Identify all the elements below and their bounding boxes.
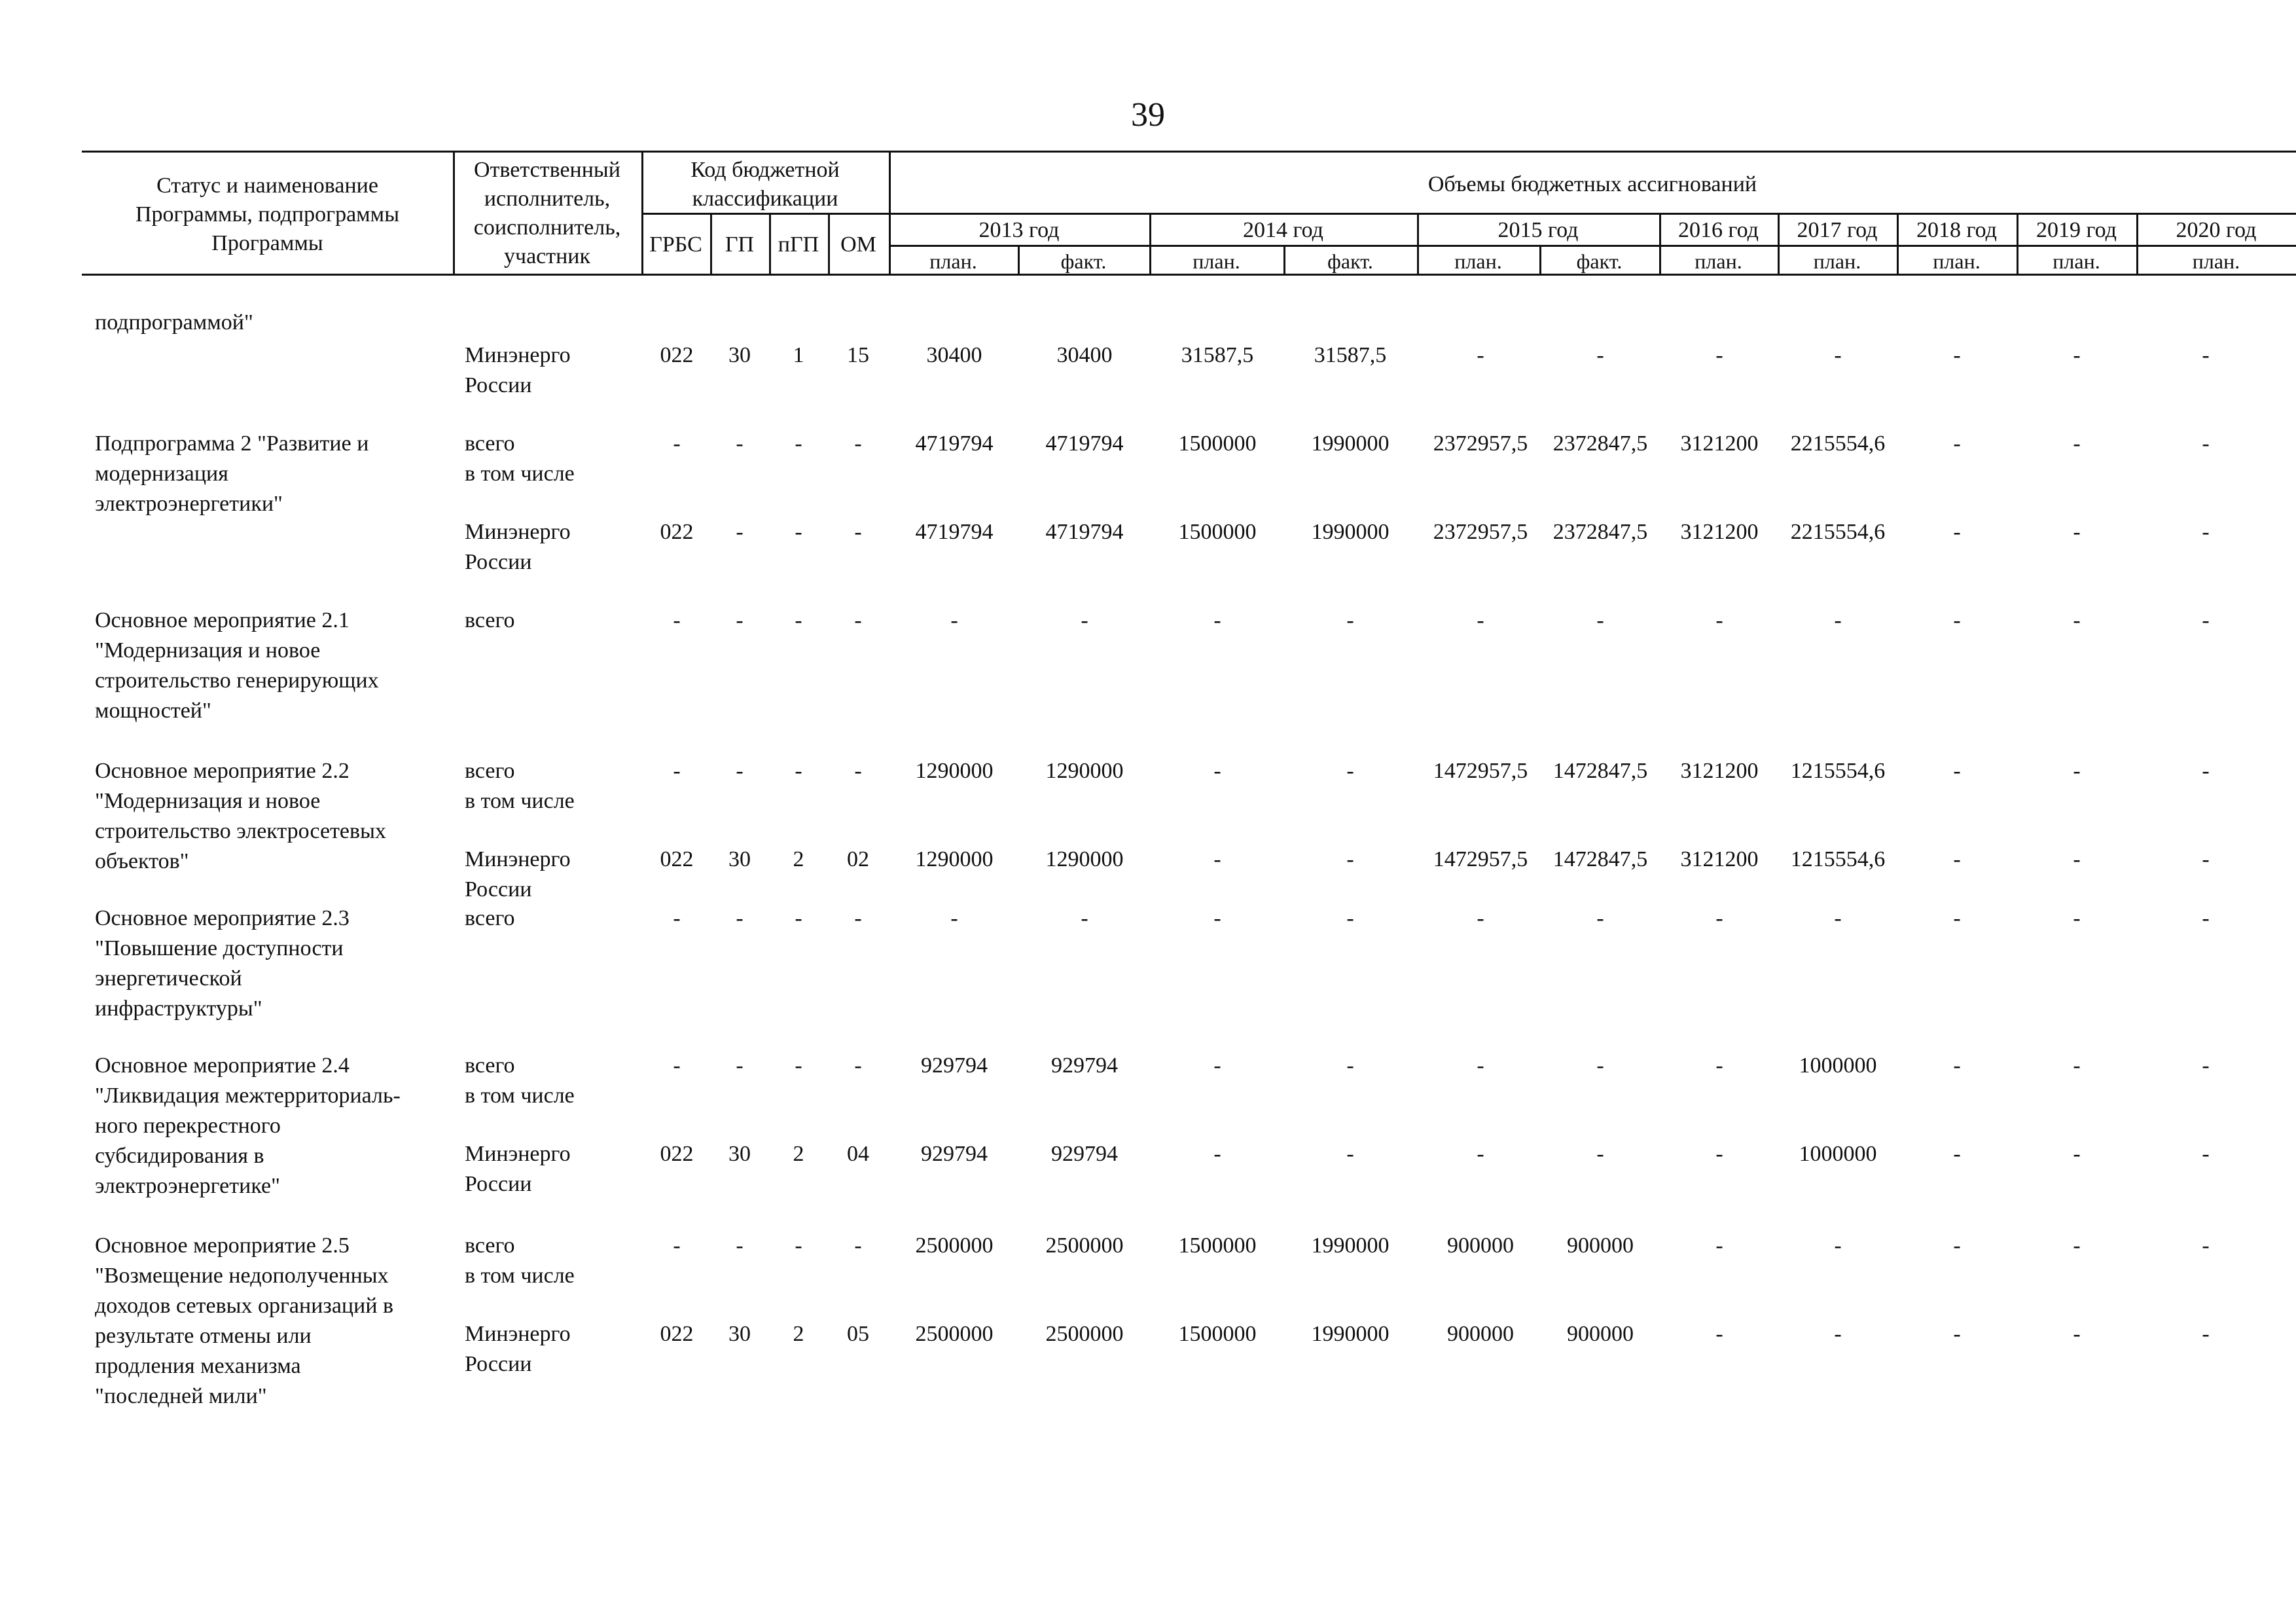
row-value-cell: - (1346, 608, 1354, 632)
header-sub-fact: факт. (1576, 249, 1623, 273)
row-value-cell: - (1953, 759, 1961, 783)
row-value-cell: 1290000 (1045, 759, 1124, 783)
row-value-cell: - (1953, 431, 1961, 456)
row-code-cell: 022 (660, 520, 694, 544)
row-value-cell: - (1834, 343, 1842, 367)
header-sub-plan: план. (1695, 249, 1742, 273)
row-value-cell: - (1213, 1053, 1221, 1078)
row-value-cell: - (1834, 608, 1842, 632)
row-value-cell: 2215554,6 (1790, 520, 1886, 544)
header-sub-plan: план. (1454, 249, 1502, 273)
row-value-cell: - (950, 906, 958, 930)
header-sub-plan: план. (1813, 249, 1861, 273)
row-value-cell: - (2202, 1142, 2210, 1166)
row-code-cell: - (795, 906, 802, 930)
row-value-cell: 30400 (1056, 343, 1113, 367)
row-code-cell: 02 (847, 847, 869, 871)
row-value-cell: - (2073, 759, 2081, 783)
row-value-cell: 1215554,6 (1790, 759, 1886, 783)
row-code-cell: - (673, 759, 681, 783)
row-value-cell: - (1477, 608, 1484, 632)
row-code-cell: 30 (728, 847, 751, 871)
row-executor: всего в том числе (465, 1233, 575, 1288)
row-value-cell: 900000 (1567, 1322, 1634, 1346)
row-executor: всего в том числе (465, 1053, 575, 1108)
row-value-cell: 2215554,6 (1790, 431, 1886, 456)
header-code-grbs: ГРБС (649, 232, 702, 257)
row-value-cell: - (2202, 520, 2210, 544)
row-code-cell: - (854, 1233, 862, 1258)
row-code-cell: 022 (660, 343, 694, 367)
row-value-cell: - (2202, 608, 2210, 632)
row-value-cell: - (1213, 1142, 1221, 1166)
row-code-cell: - (736, 1053, 744, 1078)
row-value-cell: - (1715, 1053, 1723, 1078)
row-value-cell: - (2073, 520, 2081, 544)
row-code-cell: - (795, 608, 802, 632)
row-value-cell: - (1596, 906, 1604, 930)
row-code-cell: - (854, 608, 862, 632)
row-value-cell: - (1477, 1142, 1484, 1166)
row-value-cell: 31587,5 (1314, 343, 1387, 367)
row-value-cell: - (1081, 608, 1088, 632)
row-value-cell: - (1953, 520, 1961, 544)
row-code-cell: - (854, 520, 862, 544)
row-value-cell: - (1715, 608, 1723, 632)
row-code-cell: 022 (660, 1142, 694, 1166)
row-code-cell: - (854, 431, 862, 456)
page-number: 39 (1131, 96, 1165, 134)
row-value-cell: 1215554,6 (1790, 847, 1886, 871)
row-value-cell: 3121200 (1680, 759, 1759, 783)
row-value-cell: - (1953, 906, 1961, 930)
row-value-cell: - (2202, 1053, 2210, 1078)
row-value-cell: 900000 (1447, 1322, 1514, 1346)
header-sub-fact: факт. (1327, 249, 1373, 273)
row-code-cell: - (795, 1233, 802, 1258)
row-value-cell: - (1715, 1142, 1723, 1166)
row-value-cell: - (1477, 1053, 1484, 1078)
row-name: Подпрограмма 2 "Развитие и модернизация электроэнергетики" (95, 431, 369, 516)
row-code-cell: - (795, 520, 802, 544)
row-code-cell: - (795, 1053, 802, 1078)
row-value-cell: - (1715, 343, 1723, 367)
row-code-cell: - (854, 1053, 862, 1078)
row-code-cell: - (673, 608, 681, 632)
row-value-cell: - (1596, 608, 1604, 632)
row-code-cell: 04 (847, 1142, 869, 1166)
row-value-cell: 2500000 (1045, 1322, 1124, 1346)
row-value-cell: - (1953, 1142, 1961, 1166)
row-code-cell: 022 (660, 847, 694, 871)
header-sub-plan: план. (1933, 249, 1981, 273)
row-value-cell: - (1596, 343, 1604, 367)
header-code-om: ОМ (840, 232, 876, 257)
row-value-cell: 1990000 (1311, 431, 1390, 456)
row-name: подпрограммой" (95, 310, 253, 335)
row-value-cell: 1290000 (915, 847, 994, 871)
header-year-2015: 2015 год (1498, 218, 1579, 242)
header-sub-plan: план. (1193, 249, 1240, 273)
header-year-2016: 2016 год (1678, 218, 1759, 242)
row-value-cell: - (2202, 343, 2210, 367)
row-code-cell: - (736, 520, 744, 544)
row-value-cell: 1472957,5 (1433, 759, 1528, 783)
row-value-cell: - (1953, 847, 1961, 871)
row-value-cell: - (1715, 1322, 1723, 1346)
row-value-cell: - (1081, 906, 1088, 930)
row-code-cell: - (673, 431, 681, 456)
row-value-cell: 929794 (1051, 1053, 1118, 1078)
row-code-cell: - (854, 906, 862, 930)
row-value-cell: 1000000 (1799, 1053, 1877, 1078)
row-value-cell: 31587,5 (1181, 343, 1254, 367)
row-executor: Минэнерго России (465, 520, 571, 574)
header-year-2018: 2018 год (1916, 218, 1997, 242)
row-value-cell: - (1596, 1053, 1604, 1078)
row-value-cell: - (2202, 431, 2210, 456)
row-value-cell: - (2073, 1233, 2081, 1258)
row-value-cell: 1500000 (1178, 1233, 1257, 1258)
header-sub-plan: план. (2192, 249, 2240, 273)
row-value-cell: 2372957,5 (1433, 520, 1528, 544)
row-value-cell: - (1953, 1322, 1961, 1346)
row-code-cell: 1 (793, 343, 804, 367)
row-name: Основное мероприятие 2.3 "Повышение доступности энергетической инфраструктуры" (95, 906, 350, 1021)
row-name: Основное мероприятие 2.4 "Ликвидация межтерриториаль- ного перекрестного субсидирования в электроэнергетике" (95, 1053, 401, 1198)
row-name: Основное мероприятие 2.5 "Возмещение недополученных доходов сетевых организаций в результате отмены или продления механизма "последней мили" (95, 1233, 394, 1408)
row-value-cell: - (1346, 759, 1354, 783)
row-value-cell: - (2202, 759, 2210, 783)
row-value-cell: - (2073, 847, 2081, 871)
header-year-2017: 2017 год (1797, 218, 1878, 242)
header-sub-plan: план. (929, 249, 977, 273)
row-executor: Минэнерго России (465, 343, 571, 397)
row-value-cell: - (2073, 1322, 2081, 1346)
row-value-cell: 900000 (1567, 1233, 1634, 1258)
row-value-cell: 4719794 (1045, 520, 1124, 544)
row-code-cell: - (736, 431, 744, 456)
row-value-cell: - (2202, 906, 2210, 930)
row-code-cell: 2 (793, 1322, 804, 1346)
row-value-cell: - (1346, 1053, 1354, 1078)
row-value-cell: 30400 (926, 343, 982, 367)
row-value-cell: 2372957,5 (1433, 431, 1528, 456)
row-value-cell: 1500000 (1178, 431, 1257, 456)
row-code-cell: - (736, 906, 744, 930)
row-value-cell: 1472957,5 (1433, 847, 1528, 871)
row-executor: Минэнерго России (465, 847, 571, 902)
row-code-cell: 022 (660, 1322, 694, 1346)
row-value-cell: - (1477, 343, 1484, 367)
row-value-cell: - (1213, 906, 1221, 930)
row-value-cell: - (1346, 906, 1354, 930)
row-value-cell: 4719794 (1045, 431, 1124, 456)
row-value-cell: 1472847,5 (1552, 759, 1648, 783)
row-code-cell: 30 (728, 343, 751, 367)
row-value-cell: 929794 (921, 1053, 988, 1078)
header-year-2014: 2014 год (1243, 218, 1323, 242)
row-code-cell: 15 (847, 343, 869, 367)
row-value-cell: - (2073, 1142, 2081, 1166)
row-value-cell: 1290000 (1045, 847, 1124, 871)
row-value-cell: - (1715, 906, 1723, 930)
row-code-cell: - (736, 608, 744, 632)
row-value-cell: - (2073, 431, 2081, 456)
row-value-cell: - (1596, 1142, 1604, 1166)
row-value-cell: - (1213, 759, 1221, 783)
header-year-2020: 2020 год (2176, 218, 2257, 242)
row-value-cell: 1000000 (1799, 1142, 1877, 1166)
row-value-cell: - (1213, 608, 1221, 632)
row-executor: всего в том числе (465, 759, 575, 813)
row-code-cell: 05 (847, 1322, 869, 1346)
row-value-cell: - (2073, 906, 2081, 930)
row-value-cell: 1990000 (1311, 1233, 1390, 1258)
row-executor: всего в том числе (465, 431, 575, 486)
row-value-cell: 929794 (1051, 1142, 1118, 1166)
header-code-gp: ГП (725, 232, 755, 257)
row-value-cell: 3121200 (1680, 431, 1759, 456)
row-code-cell: - (673, 1233, 681, 1258)
row-executor: всего (465, 608, 515, 632)
row-value-cell: 3121200 (1680, 847, 1759, 871)
row-value-cell: 1290000 (915, 759, 994, 783)
header-year-2019: 2019 год (2036, 218, 2117, 242)
header-code-group: Код бюджетной классификации (691, 158, 840, 211)
row-value-cell: 2500000 (915, 1233, 994, 1258)
row-code-cell: 2 (793, 847, 804, 871)
row-value-cell: - (1953, 343, 1961, 367)
row-code-cell: 30 (728, 1322, 751, 1346)
row-code-cell: - (795, 759, 802, 783)
row-value-cell: - (1953, 1233, 1961, 1258)
row-value-cell: 4719794 (915, 520, 994, 544)
row-code-cell: - (854, 759, 862, 783)
row-value-cell: 3121200 (1680, 520, 1759, 544)
row-value-cell: - (1834, 1322, 1842, 1346)
row-executor: Минэнерго России (465, 1322, 571, 1376)
row-code-cell: 30 (728, 1142, 751, 1166)
row-value-cell: - (2202, 1233, 2210, 1258)
row-code-cell: 2 (793, 1142, 804, 1166)
row-value-cell: 2372847,5 (1552, 520, 1648, 544)
row-value-cell: - (1346, 1142, 1354, 1166)
header-volumes-group: Объемы бюджетных ассигнований (1427, 172, 1757, 196)
row-name: Основное мероприятие 2.1 "Модернизация и новое строительство генерирующих мощностей" (95, 608, 379, 723)
header-sub-plan: план. (2053, 249, 2100, 273)
row-value-cell: - (1834, 906, 1842, 930)
row-value-cell: 4719794 (915, 431, 994, 456)
row-value-cell: 929794 (921, 1142, 988, 1166)
row-value-cell: 1990000 (1311, 1322, 1390, 1346)
row-code-cell: - (736, 759, 744, 783)
row-code-cell: - (736, 1233, 744, 1258)
row-value-cell: - (1715, 1233, 1723, 1258)
header-year-2013: 2013 год (978, 218, 1060, 242)
row-value-cell: - (1834, 1233, 1842, 1258)
row-code-cell: - (673, 1053, 681, 1078)
row-value-cell: 1990000 (1311, 520, 1390, 544)
row-executor: всего (465, 906, 515, 930)
row-executor: Минэнерго России (465, 1142, 571, 1196)
header-executor: Ответственный исполнитель, соисполнитель, участник (473, 158, 621, 268)
row-value-cell: - (1953, 608, 1961, 632)
row-value-cell: - (1213, 847, 1221, 871)
row-value-cell: - (1346, 847, 1354, 871)
row-code-cell: - (795, 431, 802, 456)
header-sub-fact: факт. (1060, 249, 1107, 273)
row-value-cell: - (2202, 1322, 2210, 1346)
row-value-cell: 900000 (1447, 1233, 1514, 1258)
row-value-cell: 1472847,5 (1552, 847, 1648, 871)
row-code-cell: - (673, 906, 681, 930)
row-value-cell: 2500000 (915, 1322, 994, 1346)
row-value-cell: 1500000 (1178, 1322, 1257, 1346)
row-value-cell: - (2073, 343, 2081, 367)
row-name: Основное мероприятие 2.2 "Модернизация и новое строительство электросетевых объектов" (95, 759, 386, 873)
row-value-cell: 2500000 (1045, 1233, 1124, 1258)
row-value-cell: 1500000 (1178, 520, 1257, 544)
row-value-cell: - (950, 608, 958, 632)
header-code-pgp: пГП (778, 232, 819, 257)
row-value-cell: - (2202, 847, 2210, 871)
header-status: Статус и наименование Программы, подпрограммы Программы (135, 173, 400, 255)
row-value-cell: - (1953, 1053, 1961, 1078)
row-value-cell: 2372847,5 (1552, 431, 1648, 456)
row-value-cell: - (1477, 906, 1484, 930)
row-value-cell: - (2073, 608, 2081, 632)
row-value-cell: - (2073, 1053, 2081, 1078)
